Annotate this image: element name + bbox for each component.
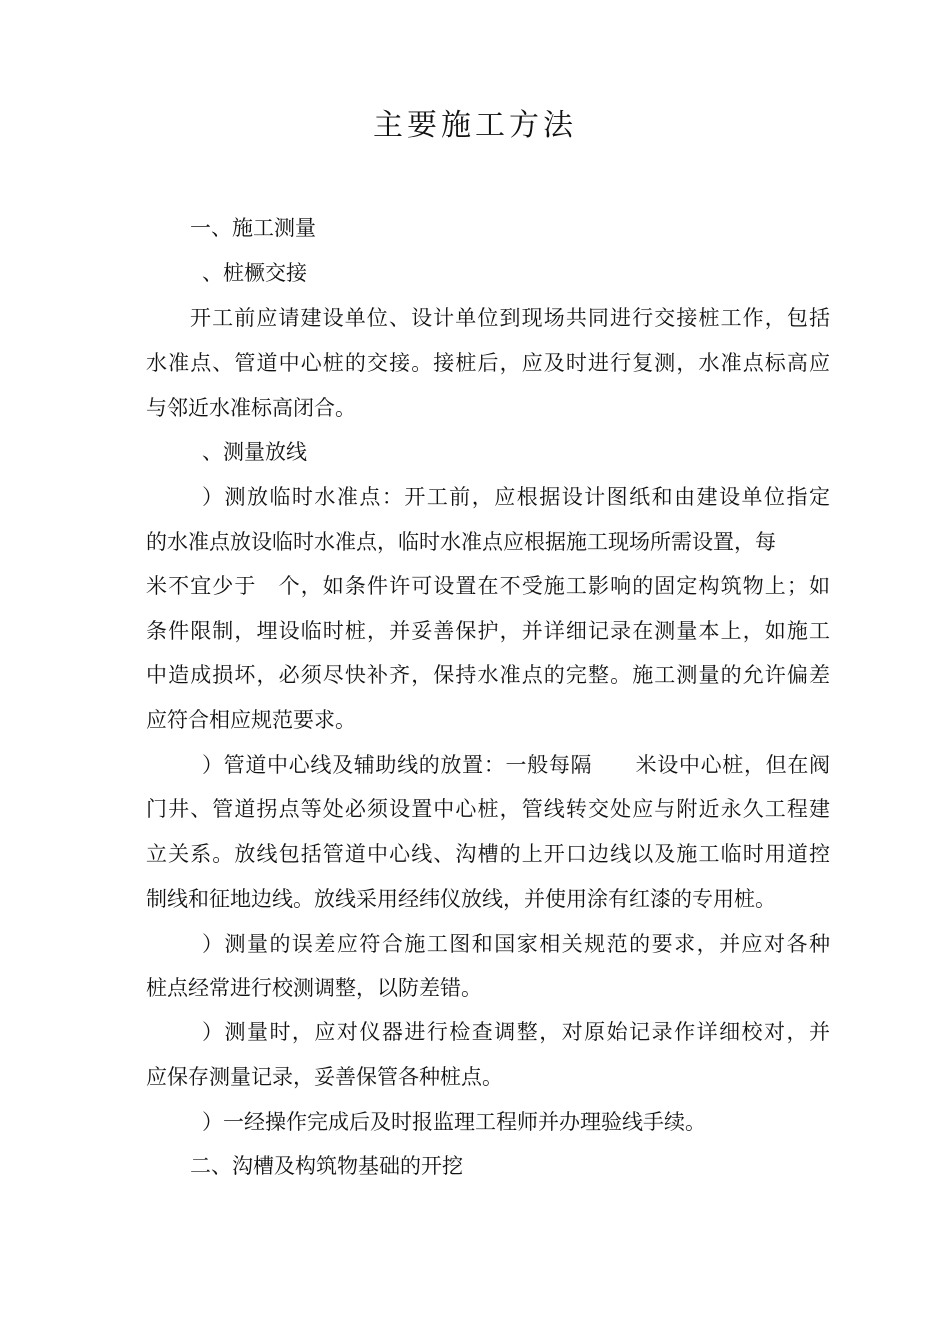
paragraph-line: ）测放临时水准点：开工前，应根据设计图纸和由建设单位指定 bbox=[202, 485, 830, 509]
paragraph-line: ）管道中心线及辅助线的放置：一般每隔 米设中心桩，但在阀 bbox=[202, 753, 830, 777]
section-heading-2: 二、沟槽及构筑物基础的开挖 bbox=[190, 1154, 463, 1178]
page-title: 主要施工方法 bbox=[373, 108, 577, 143]
paragraph-line: 桩点经常进行校测调整，以防差错。 bbox=[146, 976, 482, 1000]
paragraph-line: 米不宜少于 个，如条件许可设置在不受施工影响的固定构筑物上；如 bbox=[146, 574, 830, 598]
paragraph-line: 门井、管道拐点等处必须设置中心桩，管线转交处应与附近永久工程建 bbox=[146, 797, 830, 821]
paragraph-line: 的水准点放设临时水准点，临时水准点应根据施工现场所需设置，每 bbox=[146, 530, 776, 554]
subheading-survey-layout: 、测量放线 bbox=[202, 440, 307, 464]
paragraph-line: ）一经操作完成后及时报监理工程师并办理验线手续。 bbox=[202, 1110, 706, 1134]
paragraph-line: 制线和征地边线。放线采用经纬仪放线，并使用涂有红漆的专用桩。 bbox=[146, 887, 776, 911]
paragraph-line: 立关系。放线包括管道中心线、沟槽的上开口边线以及施工临时用道控 bbox=[146, 842, 830, 866]
paragraph-line: ）测量时，应对仪器进行检查调整，对原始记录作详细校对，并 bbox=[202, 1020, 830, 1044]
paragraph-line: 应保存测量记录，妥善保管各种桩点。 bbox=[146, 1065, 503, 1089]
paragraph-line: 与邻近水准标高闭合。 bbox=[146, 396, 356, 420]
paragraph-line: 开工前应请建设单位、设计单位到现场共同进行交接桩工作，包括 bbox=[190, 306, 830, 330]
paragraph-line: 条件限制，埋设临时桩，并妥善保护，并详细记录在测量本上，如施工 bbox=[146, 619, 830, 643]
subheading-stake-handover: 、桩橛交接 bbox=[202, 261, 307, 285]
paragraph-line: 水准点、管道中心桩的交接。接桩后，应及时进行复测，水准点标高应 bbox=[146, 351, 830, 375]
section-heading-1: 一、施工测量 bbox=[190, 216, 316, 240]
paragraph-line: 应符合相应规范要求。 bbox=[146, 708, 356, 732]
paragraph-line: ）测量的误差应符合施工图和国家相关规范的要求，并应对各种 bbox=[202, 932, 830, 956]
paragraph-line: 中造成损坏，必须尽快补齐，保持水准点的完整。施工测量的允许偏差 bbox=[146, 663, 830, 687]
